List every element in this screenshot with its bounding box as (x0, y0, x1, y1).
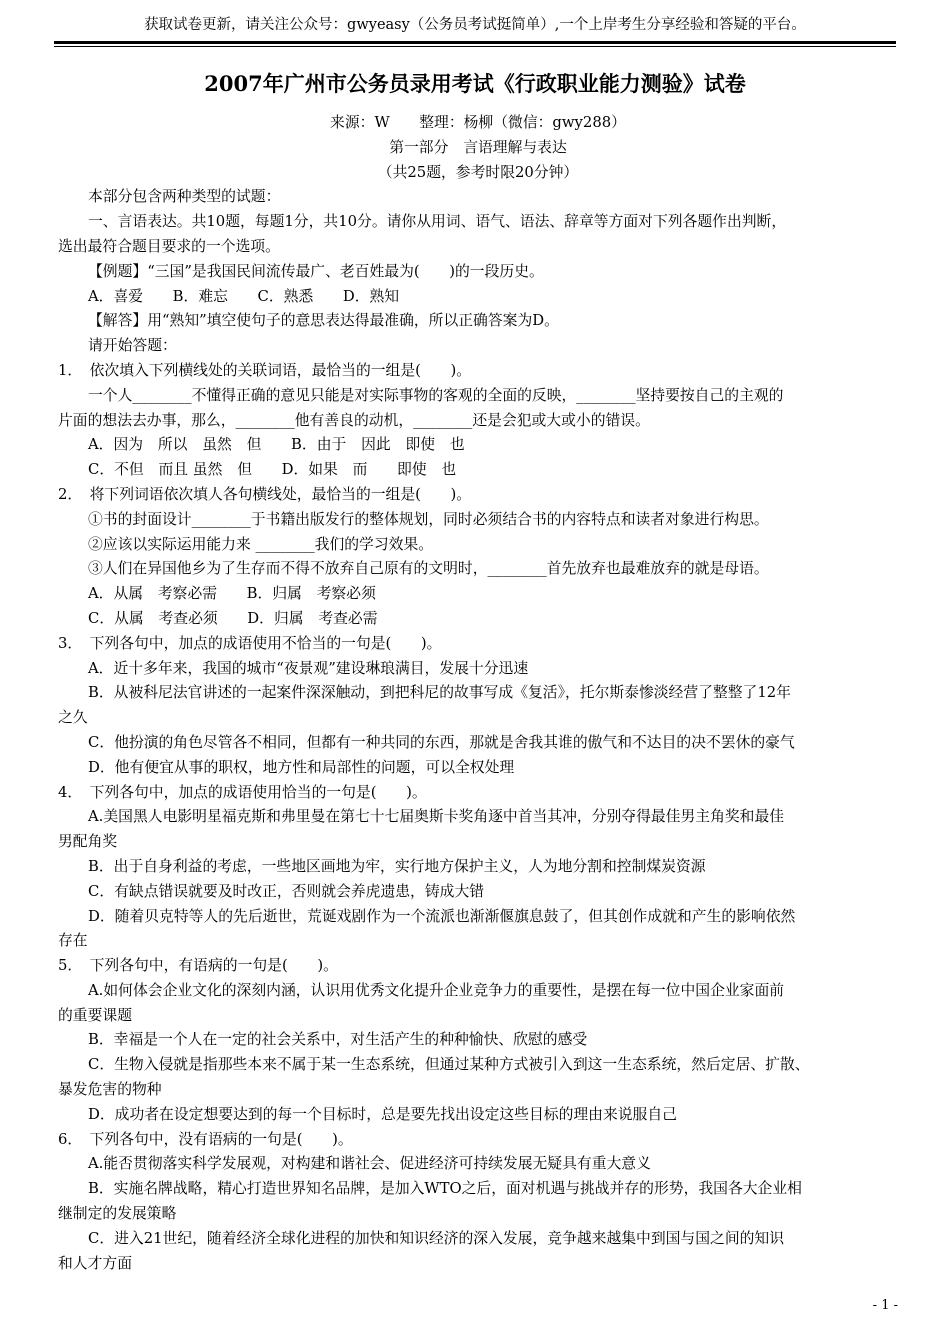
document-title: 2007年广州市公务员录用考试《行政职业能力测验》试卷 (204, 71, 746, 96)
question-3-option-b: B．从被科尼法官讲述的一起案件深深触动，到把科尼的故事写成《复活》，托尔斯泰惨淡经营了整整了12年 (88, 684, 791, 702)
question-4-option-c: C．有缺点错误就要及时改正，否则就会养虎遗患，铸成大错 (88, 882, 485, 900)
question-3: 3． 下列各句中，加点的成语使用不恰当的一句是( )。 (58, 634, 442, 652)
question-4: 4． 下列各句中，加点的成语使用恰当的一句是( )。 (58, 783, 427, 801)
example-question: 【例题】“三国”是我国民间流传最广、老百姓最为( )的一段历史。 (88, 262, 544, 280)
section-instruction: 一、言语表达。共10题，每题1分，共10分。请你从用词、语气、语法、辞章等方面对下列各题作出判断， (88, 213, 787, 231)
header-divider-thick (54, 41, 896, 44)
question-4-option-d-cont: 存在 (58, 932, 88, 950)
question-1-text-cont: 片面的想法去办事，那么，________他有善良的动机，________还是会犯或大或小的错误。 (58, 411, 650, 429)
example-options: A．喜爱 B．难忘 C．熟悉 D．熟知 (88, 287, 400, 305)
question-6-option-c: C．进入21世纪，随着经济全球化进程的加快和知识经济的深入发展，竞争越来越集中到国与国之间的知识 (88, 1229, 785, 1247)
question-4-option-b: B．出于自身利益的考虑，一些地区画地为牢，实行地方保护主义，人为地分割和控制煤炭资源 (88, 857, 706, 875)
header-divider-thin (54, 46, 896, 47)
header-note: 获取试卷更新，请关注公众号：gwyeasy（公务员考试挺简单）,一个上岸考生分享经验和答疑的平台。 (144, 17, 806, 33)
question-5-option-a-cont: 的重要课题 (58, 1006, 132, 1024)
question-6-option-c-cont: 和人才方面 (58, 1254, 132, 1272)
question-5-option-d: D．成功者在设定想要达到的每一个目标时，总是要先找出设定这些目标的理由来说服自己 (88, 1105, 677, 1123)
question-4-option-d: D．随着贝克特等人的先后逝世，荒诞戏剧作为一个流派也渐渐偃旗息鼓了，但其创作成就和产生的影响依然 (88, 907, 796, 925)
document-body (58, 111, 898, 1276)
question-6-option-a: A.能否贯彻落实科学发展观，对构建和谐社会、促进经济可持续发展无疑具有重大意义 (88, 1155, 651, 1173)
question-3-option-c: C．他扮演的角色尽管各不相同，但都有一种共同的东西，那就是舍我其谁的傲气和不达目的决不罢休的豪气 (88, 733, 795, 751)
start-prompt: 请开始答题： (88, 337, 177, 355)
question-5-option-c: C．生物入侵就是指那些本来不属于某一生态系统，但通过某种方式被引入到这一生态系统，然后定居、扩散、 (88, 1056, 810, 1074)
question-6-option-b-cont: 继制定的发展策略 (58, 1205, 177, 1223)
intro-line: 本部分包含两种类型的试题： (88, 188, 281, 206)
source-line: 来源：W 整理：杨柳（微信：gwy288） (330, 114, 626, 131)
question-6: 6． 下列各句中，没有语病的一句是( )。 (58, 1130, 353, 1148)
part-title: 第一部分 言语理解与表达 (389, 138, 567, 156)
question-3-option-d: D．他有便宜从事的职权，地方性和局部性的问题，可以全权处理 (88, 758, 515, 776)
question-4-option-a: A.美国黑人电影明星福克斯和弗里曼在第七十七届奥斯卡奖角逐中首当其冲，分别夺得最佳男主角奖和最佳 (88, 808, 785, 826)
question-6-option-b: B．实施名牌战略，精心打造世界知名品牌，是加入WTO之后，面对机遇与挑战并存的形势，我国各大企业相 (88, 1180, 802, 1198)
question-1-options-cd: C．不但 而且 虽然 但 D．如果 而 即使 也 (88, 461, 457, 479)
question-2-sentence-1: ①书的封面设计________于书籍出版发行的整体规划，同时必须结合书的内容特点和读者对象进行构思。 (88, 510, 769, 528)
question-1-options-ab: A．因为 所以 虽然 但 B．由于 因此 即使 也 (88, 436, 465, 454)
question-2-sentence-3: ③人们在异国他乡为了生存而不得不放弃自己原有的文明时，________首先放弃也最难放弃的就是母语。 (88, 560, 769, 578)
question-4-option-a-cont: 男配角奖 (58, 833, 118, 851)
question-2: 2． 将下列词语依次填人各句横线处，最恰当的一组是( )。 (58, 485, 472, 503)
question-5-option-c-cont: 暴发危害的物种 (58, 1081, 162, 1099)
question-2-options-ab: A．从属 考察必需 B．归属 考察必须 (88, 585, 376, 603)
question-2-options-cd: C．从属 考查必须 D．归属 考查必需 (88, 609, 378, 627)
example-answer: 【解答】用“熟知”填空使句子的意思表达得最准确，所以正确答案为D。 (88, 312, 559, 330)
question-3-option-b-cont: 之久 (58, 709, 88, 727)
question-3-option-a: A．近十多年来，我国的城市“夜景观”建设琳琅满目，发展十分迅速 (88, 659, 529, 677)
question-1-text: 一个人________不懂得正确的意见只能是对实际事物的客观的全面的反映，________坚持要按自己的主观的 (88, 386, 784, 404)
question-5: 5． 下列各句中，有语病的一句是( )。 (58, 957, 338, 975)
page-number: - 1 - (872, 1298, 898, 1313)
question-5-option-a: A.如何体会企业文化的深刻内涵，认识用优秀文化提升企业竞争力的重要性，是摆在每一位中国企业家面前 (88, 981, 785, 999)
part-subtitle: （共25题，参考时限20分钟） (377, 163, 579, 181)
section-instruction-cont: 选出最符合题目要求的一个选项。 (58, 237, 280, 255)
question-2-sentence-2: ②应该以实际运用能力来 ________我们的学习效果。 (88, 535, 434, 553)
question-1: 1． 依次填入下列横线处的关联词语，最恰当的一组是( )。 (58, 361, 472, 379)
question-5-option-b: B．幸福是一个人在一定的社会关系中，对生活产生的种种愉快、欣慰的感受 (88, 1031, 588, 1049)
